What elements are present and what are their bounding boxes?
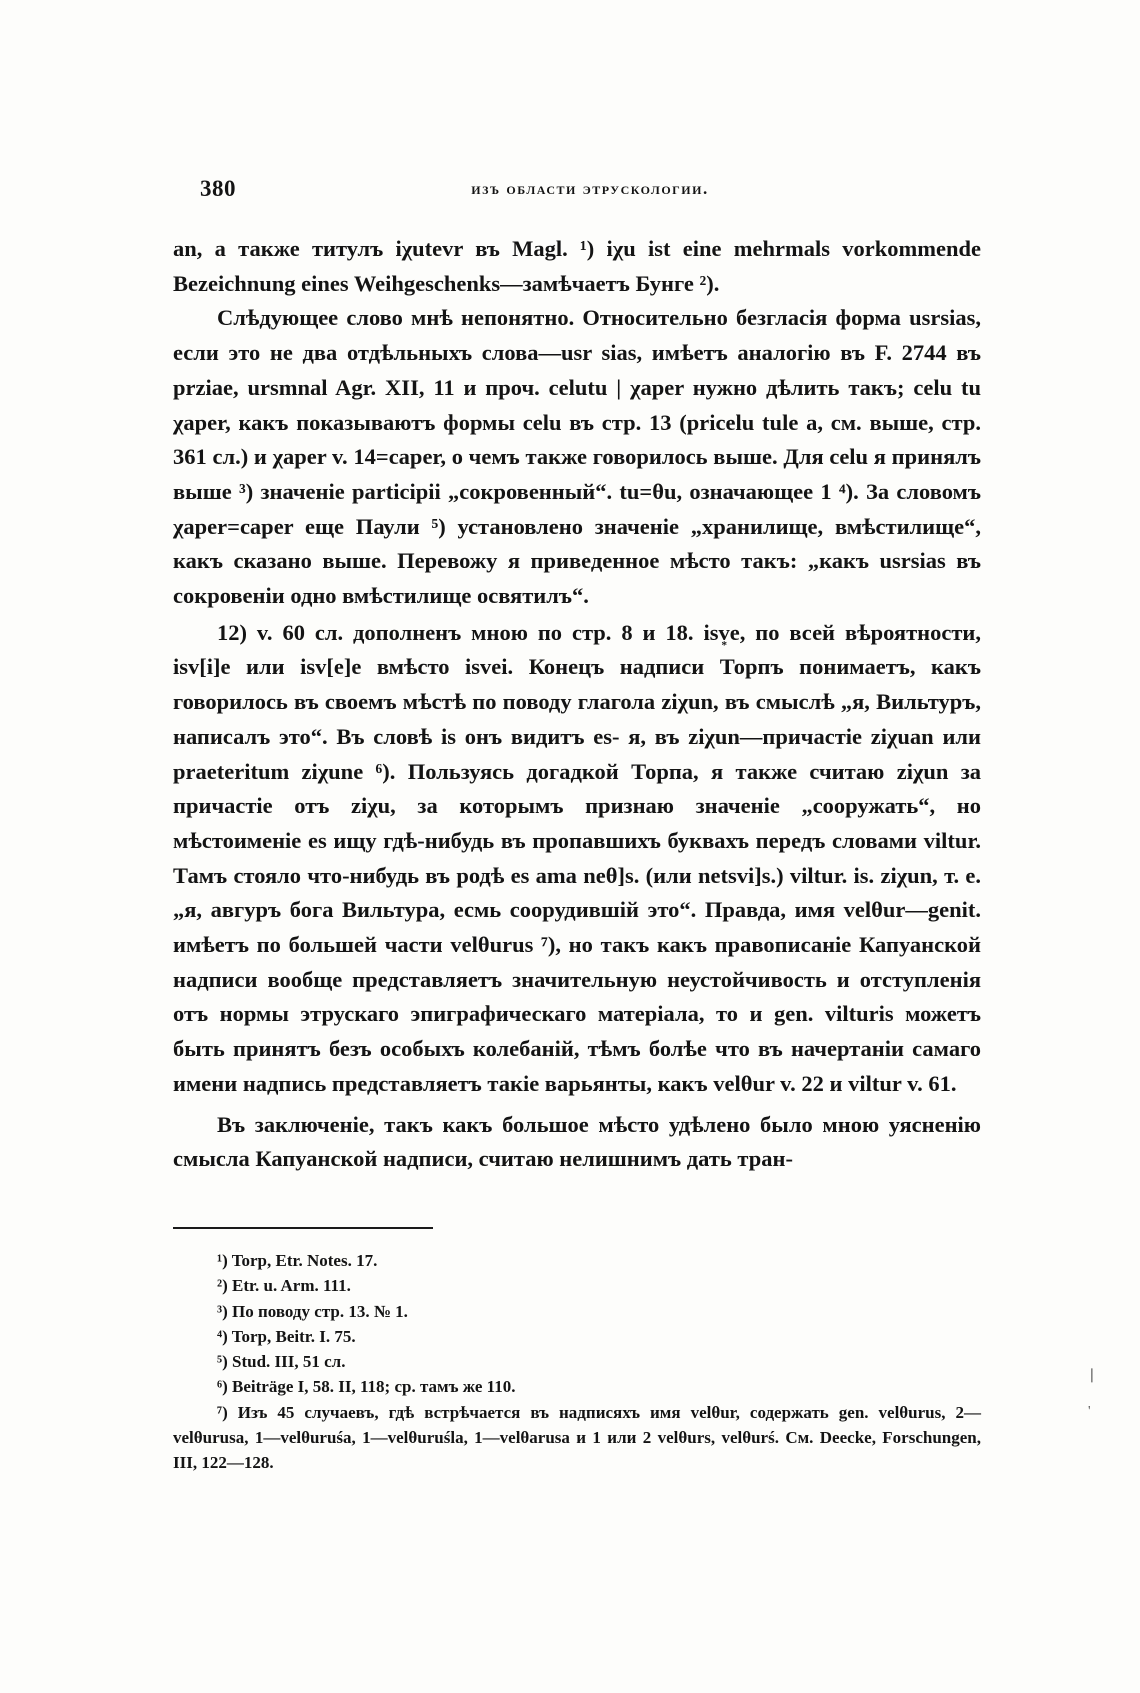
footnote-6: ⁶) Beiträge I, 58. II, 118; ср. тамъ же 110. — [217, 1377, 516, 1397]
paragraph-continuation: an, a также титулъ iχutevr въ Magl. ¹) iχu ist eine mehrmals vorkommende Bezeichnung eines Weihgeschenks—замѣчаетъ Бунге ²). — [173, 236, 981, 296]
scan-speck: ' — [1088, 1404, 1091, 1419]
page-number: 380 — [200, 176, 236, 201]
page-header — [200, 176, 980, 210]
footnote-2: ²) Etr. u. Arm. 111. — [217, 1276, 351, 1296]
footnotes — [173, 1248, 981, 1476]
paragraph: Слѣдующее слово мнѣ непонятно. Относительно безгласія форма usrsias, если это не два отдѣльныхъ слова—usr sias, имѣетъ аналогію въ F. 2744 въ prziae, ursmnal Agr. XII, 11 и проч. celutu | χaper нужно дѣлить такъ; celu tu χaper, какъ показываютъ формы celu въ стр. 13 (pricelu tule a, см. выше, стр. 361 сл.) и χaper v. 14=caper, о чемъ также говорилось выше. Для celu я принялъ выше ³) значеніе participii „сокровенный“. tu=θu, означающее 1 ⁴). За словомъ χaper=caper еще Паули ⁵) установлено значеніе „хранилище, вмѣстилище“, какъ сказано выше. Перевожу я приведенное мѣсто такъ: „какъ usrsias въ сокровеніи одно вмѣстилище освятилъ“. — [173, 305, 981, 609]
scan-speck: ❘ — [1086, 1368, 1098, 1383]
running-title: изъ области этрускологии. — [471, 179, 709, 198]
footnote-1: ¹) Torp, Etr. Notes. 17. — [217, 1251, 378, 1270]
body-text — [173, 232, 981, 1177]
footnote-7: ⁷) Изъ 45 случаевъ, гдѣ встрѣчается въ надписяхъ имя velθur, содержать gen. velθurus, 2—velθurusa, 1—velθuruśa, 1—velθuruśla, 1—velθarusa и 1 или 2 velθurs, velθurś. См. Deecke, Forschungen, III, 122—128. — [173, 1402, 981, 1473]
footnote-5: ⁵) Stud. III, 51 сл. — [217, 1352, 346, 1372]
footnote-3: ³) По поводу стр. 13. № 1. — [217, 1301, 408, 1321]
paragraph: Въ заключеніе, такъ какъ большое мѣсто удѣлено было мною уясненію смысла Капуанской надписи, считаю нелишнимъ дать тран- — [173, 1111, 981, 1172]
footnote-4: ⁴) Torp, Beitr. I. 75. — [217, 1326, 356, 1346]
paragraph: 12) v. 60 сл. дополненъ мною по стр. 8 и 18. isv͙e, по всей вѣроятности, isv[i]e или isv[e]e вмѣсто isvei. Конецъ надписи Торпъ понимаетъ, какъ говорилось въ своемъ мѣстѣ по поводу глагола ziχun, въ смыслѣ „я, Вильтуръ, написалъ это“. Въ словѣ is онъ видитъ es- я, въ ziχun—причастіе ziχuan или praeteritum ziχune ⁶). Пользуясь догадкой Торпа, я также считаю ziχun за причастіе отъ ziχu, за которымъ признаю значеніе „сооружать“, но мѣстоименіе es ищу гдѣ-нибудь въ пропавшихъ буквахъ передъ словами viltur. Тамъ стояло что-нибудь въ родѣ es ama neθ]s. (или netsvi]s.) viltur. is. ziχun, т. е. „я, авгуръ бога Вильтура, есмь соорудившій это“. Правда, имя velθur—genit. имѣетъ по большей части velθurus ⁷), но такъ какъ правописаніе Капуанской надписи вообще представляетъ значительную неустойчивость и отступленія отъ нормы этрускаго эпиграфическаго матеріала, то и gen. vilturis можетъ быть принятъ безъ особыхъ колебаній, тѣмъ болѣе что въ начертаніи самаго имени надпись представляетъ такіе варьянты, какъ velθur v. 22 и viltur v. 61. — [173, 619, 981, 1096]
footnote-separator — [173, 1227, 433, 1229]
